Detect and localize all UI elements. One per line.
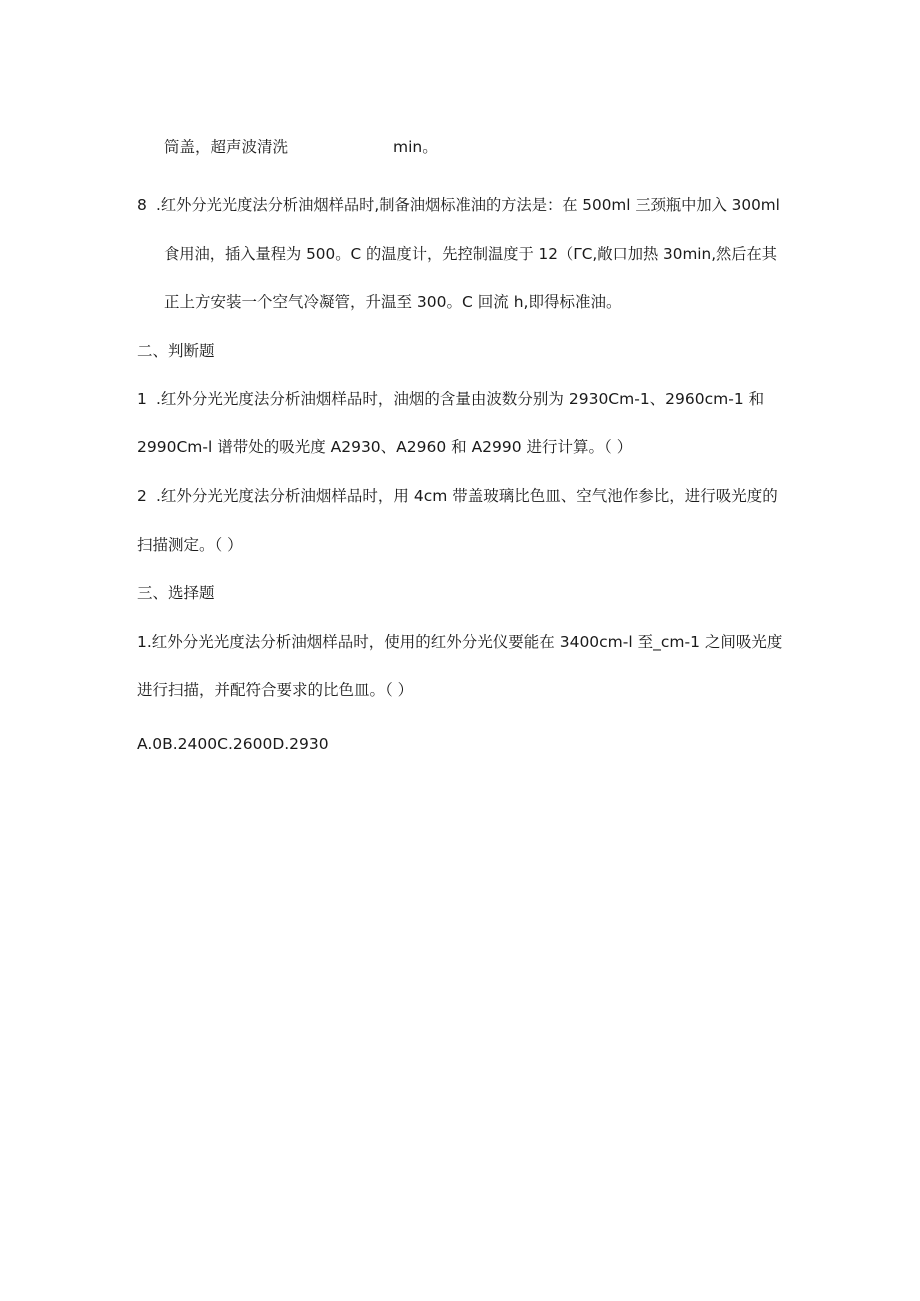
question-line: .红外分光光度法分析油烟样品时，油烟的含量由波数分别为 2930Cm-1、2960cm-1 和 xyxy=(156,390,765,408)
question-line: .红外分光光度法分析油烟样品时,制备油烟标准油的方法是：在 500ml 三颈瓶中加入 300ml xyxy=(156,196,780,214)
question-line: 进行扫描，并配符合要求的比色皿。（ ） xyxy=(137,681,414,699)
item-number: 2 xyxy=(137,487,147,505)
continued-text-part1: 筒盖，超声波清洗 xyxy=(164,138,289,156)
section-heading-choice: 三、选择题 xyxy=(137,584,215,602)
question-line: 食用油，插入量程为 500。C 的温度计，先控制温度于 12（ΓC,敞口加热 30min,然后在其 xyxy=(164,245,778,263)
item-number: 8 xyxy=(137,196,147,214)
section-heading-judgment: 二、判断题 xyxy=(137,342,215,360)
question-line: 扫描测定。（ ） xyxy=(137,536,243,554)
question-line: 1.红外分光光度法分析油烟样品时，使用的红外分光仪要能在 3400cm-l 至_cm-1 之间吸光度 xyxy=(137,633,783,651)
continued-text-part2: min。 xyxy=(393,138,438,156)
question-line: .红外分光光度法分析油烟样品时，用 4cm 带盖玻璃比色皿、空气池作参比，进行吸光度的 xyxy=(156,487,778,505)
answer-options: A.0B.2400C.2600D.2930 xyxy=(137,735,329,753)
item-number: 1 xyxy=(137,390,147,408)
question-line: 正上方安装一个空气冷凝管，升温至 300。C 回流 h,即得标准油。 xyxy=(164,293,622,311)
question-line: 2990Cm-l 谱带处的吸光度 A2930、A2960 和 A2990 进行计算。（ ） xyxy=(137,438,633,456)
